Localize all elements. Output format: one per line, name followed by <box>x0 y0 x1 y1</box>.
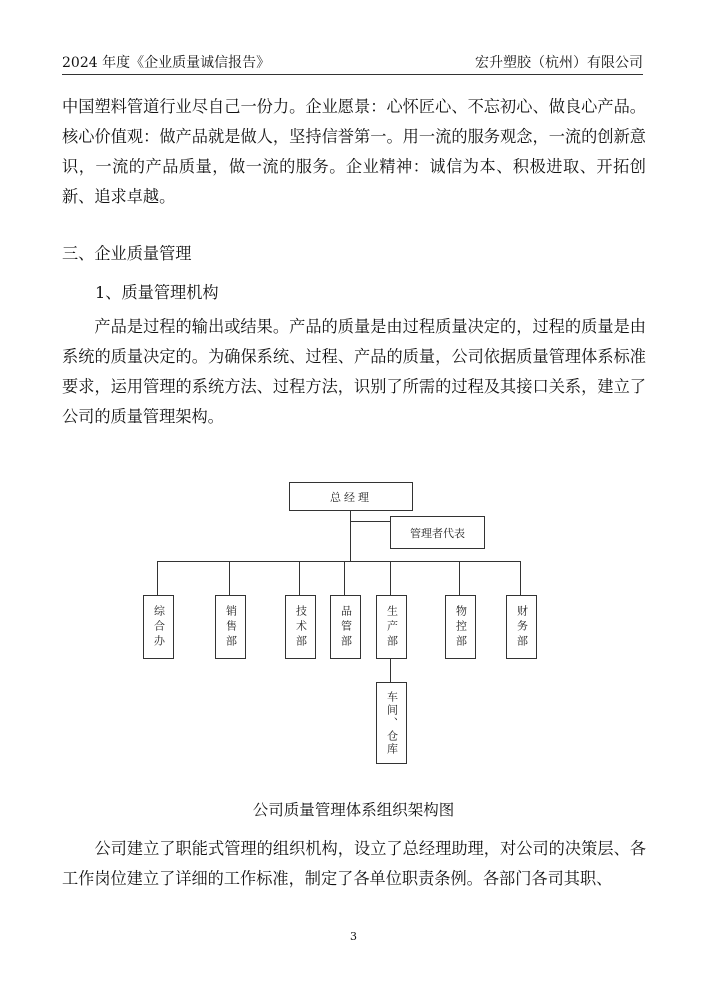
org-box-management-representative: 管理者代表 <box>390 516 485 549</box>
intro-paragraph: 中国塑料管道行业尽自己一份力。企业愿景：心怀匠心、不忘初心、做良心产品。核心价值观：做产品就是做人，坚持信誉第一。用一流的服务观念，一流的创新意识，一流的产品质量，做一流的服务。企业精神：诚信为本、积极进取、开拓创新、追求卓越。 <box>62 97 646 206</box>
connector-line <box>390 657 391 682</box>
connector-line <box>344 561 345 595</box>
connector-line <box>157 561 521 562</box>
section-title: 三、企业质量管理 <box>62 244 192 263</box>
organization-paragraph: 公司建立了职能式管理的组织机构，设立了总经理助理，对公司的决策层、各工作岗位建立了详细的工作标准，制定了各单位职责条例。各部门各司其职、 <box>62 839 646 888</box>
org-box-department: 综合办 <box>143 595 174 659</box>
quality-paragraph: 产品是过程的输出或结果。产品的质量是由过程质量决定的，过程的质量是由系统的质量决定的。为确保系统、过程、产品的质量，公司依据质量管理体系标准要求，运用管理的系统方法、过程方法，识别了所需的过程及其接口关系，建立了公司的质量管理架构。 <box>62 317 646 426</box>
org-box-department: 销售部 <box>215 595 246 659</box>
connector-line <box>229 561 230 595</box>
header-company-name: 宏升塑胶（杭州）有限公司 <box>475 55 643 71</box>
connector-line <box>157 561 158 595</box>
org-box-general-manager: 总经理 <box>289 482 413 511</box>
org-box-department: 生产部 <box>376 595 407 659</box>
connector-line <box>299 561 300 595</box>
page-header <box>62 50 643 75</box>
org-box-workshop-warehouse: 车间、仓库 <box>376 682 407 764</box>
connector-line <box>390 561 391 595</box>
page-number: 3 <box>350 930 357 943</box>
connector-line <box>350 521 390 522</box>
org-chart-caption: 公司质量管理体系组织架构图 <box>252 801 455 819</box>
subsection-title: 1、质量管理机构 <box>95 283 219 302</box>
connector-line <box>459 561 460 595</box>
org-box-department: 技术部 <box>285 595 316 659</box>
connector-line <box>520 561 521 595</box>
org-box-department: 物控部 <box>445 595 476 659</box>
header-report-title: 2024 年度《企业质量诚信报告》 <box>62 55 271 71</box>
org-box-department: 财务部 <box>506 595 537 659</box>
connector-line <box>350 509 351 562</box>
org-box-department: 品管部 <box>330 595 361 659</box>
